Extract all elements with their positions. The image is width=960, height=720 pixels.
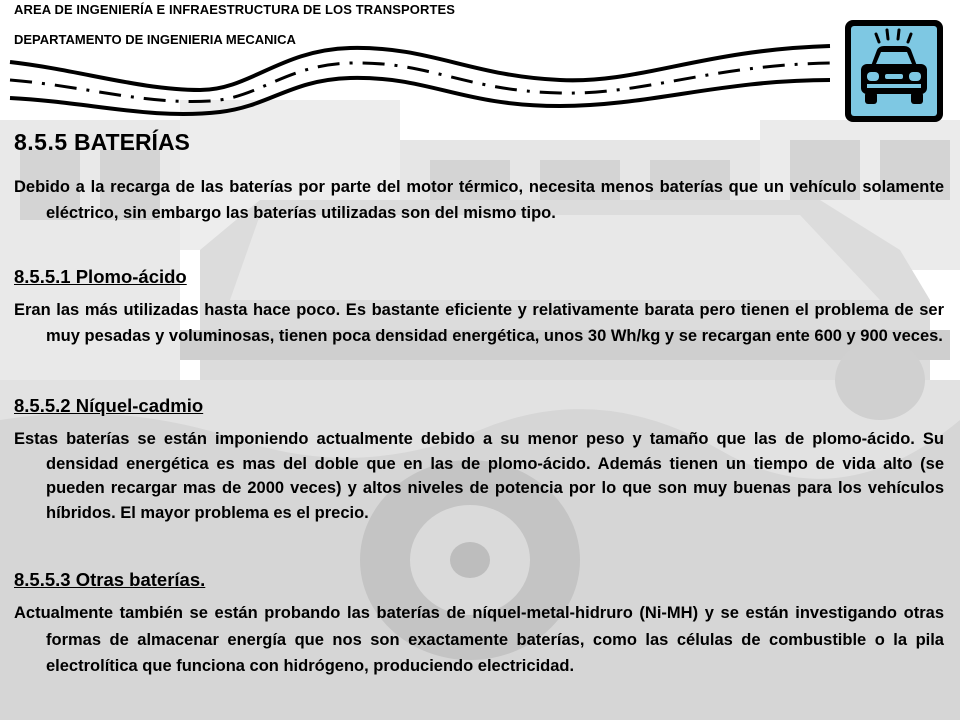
subsection-heading-plomo-acido: 8.5.5.1 Plomo-ácido (14, 266, 187, 287)
subsection-text-plomo-acido: Eran las más utilizadas hasta hace poco. Es bastante eficiente y relativamente barata pero tienen el problema de ser muy pesadas y voluminosas, tienen poca densidad energética, unos 30 Wh/kg y se recargan ente 600 y 900 veces. (14, 301, 944, 345)
subsection-text-niquel-cadmio: Estas baterías se están imponiendo actualmente debido a su menor peso y tamaño que las de plomo-ácido. Su densidad energética es mas del doble que en las de plomo-ácido. Además tienen un tiempo de vida alto (se pueden recargar mas de 2000 veces) y altos niveles de potencia por lo que son muy buenas para los vehículos híbridos. El mayor problema es el precio. (14, 430, 944, 523)
section-number: 8.5.5 (14, 129, 68, 155)
section-intro: Debido a la recarga de las baterías por parte del motor térmico, necesita menos baterías que un vehículo solamente eléctrico, sin embargo las baterías utilizadas son del mismo tipo. (14, 178, 944, 222)
section-title (14, 129, 190, 156)
header-department: DEPARTAMENTO DE INGENIERIA MECANICA (14, 32, 296, 47)
road-decoration (0, 40, 840, 120)
header-institution: AREA DE INGENIERÍA E INFRAESTRUCTURA DE LOS TRANSPORTES (14, 2, 456, 17)
section-title-text: BATERÍAS (74, 129, 190, 155)
subsection-text-otras-baterias: Actualmente también se están probando las baterías de níquel-metal-hidruro (Ni-MH) y se están investigando otras formas de almacenar energía que nos son exactamente baterías, como las células de combustible o la pila electrolítica que funciona con hidrógeno, produciendo electricidad. (14, 604, 944, 675)
subsection-heading-niquel-cadmio: 8.5.5.2 Níquel-cadmio (14, 395, 204, 416)
subsection-heading-otras-baterias: 8.5.5.3 Otras baterías. (14, 569, 206, 590)
car-front-icon (843, 18, 945, 124)
